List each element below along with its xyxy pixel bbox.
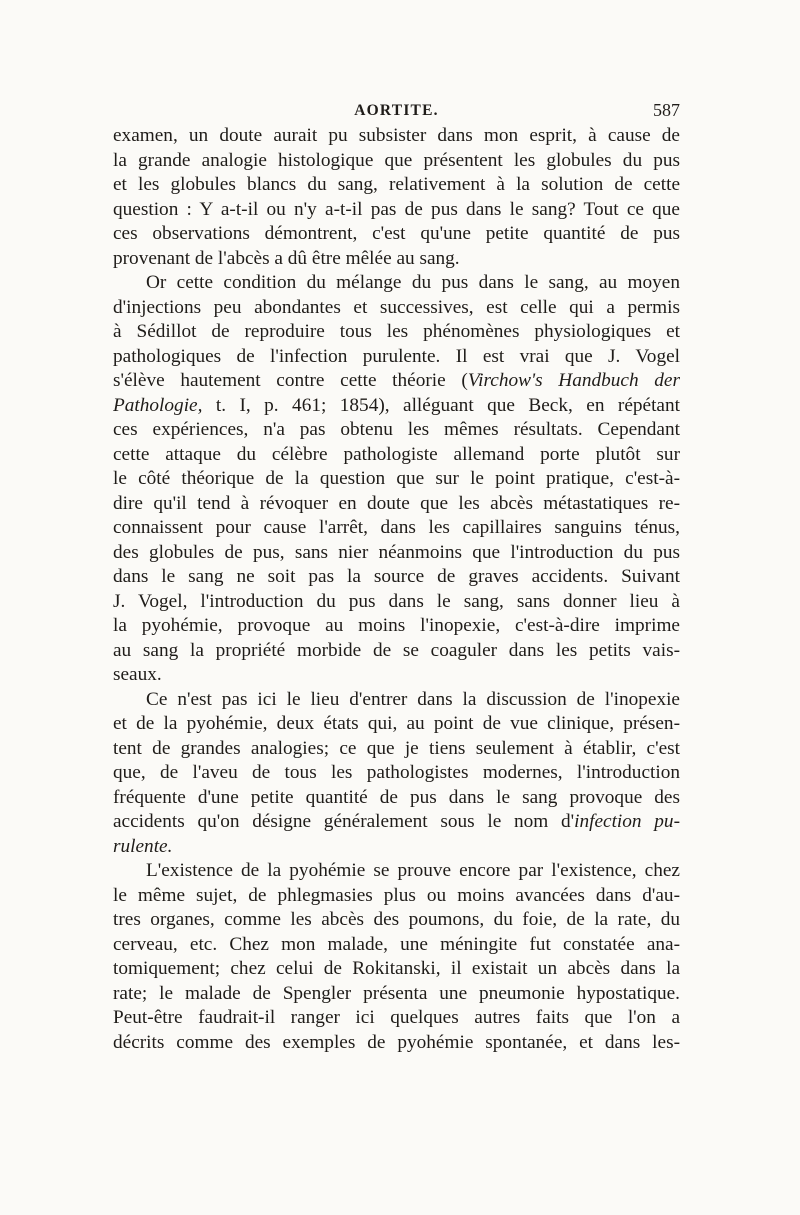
text-line: Or cette condition du mélange du pus dans le sang, au moyen — [146, 272, 680, 293]
text-line: provenant de l'abcès a dû être mêlée au sang. — [113, 247, 460, 269]
text-line: pathologiques de l'infection purulente. Il est vrai que J. Vogel — [113, 345, 680, 367]
text-line: J. Vogel, l'introduction du pus dans le sang, sans donner lieu à — [113, 590, 680, 612]
text-line: ces observations démontrent, c'est qu'une petite quantité de pus — [113, 223, 680, 244]
text-line: la pyohémie, provoque au moins l'inopexie, c'est-à-dire imprime — [113, 615, 680, 636]
text-line: d'injections peu abondantes et successives, est celle qui a permis — [113, 296, 680, 318]
term-italic: infection pu- — [574, 811, 680, 832]
text-span: accidents qu'on désigne généralement sous le nom d' — [113, 811, 575, 832]
text-span: s'élève hautement contre cette théorie ( — [113, 370, 468, 391]
text-line: Ce n'est pas ici le lieu d'entrer dans la discussion de l'inopexie — [146, 688, 680, 710]
text-line: connaissent pour cause l'arrêt, dans les capillaires sanguins ténus, — [113, 517, 680, 538]
text-line: L'existence de la pyohémie se prouve encore par l'existence, chez — [146, 860, 680, 881]
body-text — [113, 124, 680, 1055]
text-line: seaux. — [113, 664, 162, 685]
text-span: t. I, p. 461; 1854), alléguant que Beck, en répétant — [202, 394, 680, 416]
page-number: 587 — [653, 100, 680, 120]
text-line: cette attaque du célèbre pathologiste allemand porte plutôt sur — [113, 443, 680, 465]
text-line: rate; le malade de Spengler présenta une pneumonie hypostatique. — [113, 982, 680, 1004]
text-line: fréquente d'une petite quantité de pus dans le sang provoque des — [113, 786, 680, 808]
text-line: la grande analogie histologique que présentent les globules du pus — [113, 149, 680, 171]
text-line: Peut-être faudrait-il ranger ici quelques autres faits que l'on a — [113, 1007, 680, 1028]
text-line: que, de l'aveu de tous les pathologistes modernes, l'introduction — [113, 762, 680, 783]
text-line: à Sédillot de reproduire tous les phénomènes physiologiques et — [113, 321, 680, 342]
text-line: cerveau, etc. Chez mon malade, une méningite fut constatée ana- — [113, 933, 680, 955]
text-line: tomiquement; chez celui de Rokitanski, il existait un abcès dans la — [113, 958, 680, 979]
text-line: dans le sang ne soit pas la source de graves accidents. Suivant — [113, 566, 680, 587]
running-title: AORTITE. — [354, 102, 439, 119]
text-line: et de la pyohémie, deux états qui, au point de vue clinique, présen- — [113, 713, 680, 734]
text-line — [113, 810, 680, 835]
page-header — [113, 96, 680, 124]
text-line: tent de grandes analogies; ce que je tiens seulement à établir, c'est — [113, 737, 680, 759]
text-line: question : Y a-t-il ou n'y a-t-il pas de pus dans le sang? Tout ce que — [113, 198, 680, 220]
text-line: et les globules blancs du sang, relativement à la solution de cette — [113, 174, 680, 195]
text-line: des globules de pus, sans nier néanmoins que l'introduction du pus — [113, 541, 680, 563]
citation-title: Virchow's Handbuch der — [467, 370, 680, 391]
text-line — [113, 369, 680, 394]
text-line: dire qu'il tend à révoquer en doute que les abcès métastatiques re- — [113, 492, 680, 514]
text-line: au sang la propriété morbide de se coaguler dans les petits vais- — [113, 639, 680, 661]
text-line: ces expériences, n'a pas obtenu les mêmes résultats. Cependant — [113, 419, 680, 440]
text-line: tres organes, comme les abcès des poumons, du foie, de la rate, du — [113, 909, 680, 930]
text-line: examen, un doute aurait pu subsister dans mon esprit, à cause de — [113, 125, 680, 146]
text-line: décrits comme des exemples de pyohémie spontanée, et dans les- — [113, 1031, 680, 1053]
text-line: rulente. — [113, 835, 173, 857]
text-line: le même sujet, de phlegmasies plus ou moins avancées dans d'au- — [113, 884, 680, 906]
text-line: le côté théorique de la question que sur le point pratique, c'est-à- — [113, 468, 680, 489]
text-line — [113, 394, 680, 419]
citation-title-cont: Pathologie, — [113, 394, 203, 416]
